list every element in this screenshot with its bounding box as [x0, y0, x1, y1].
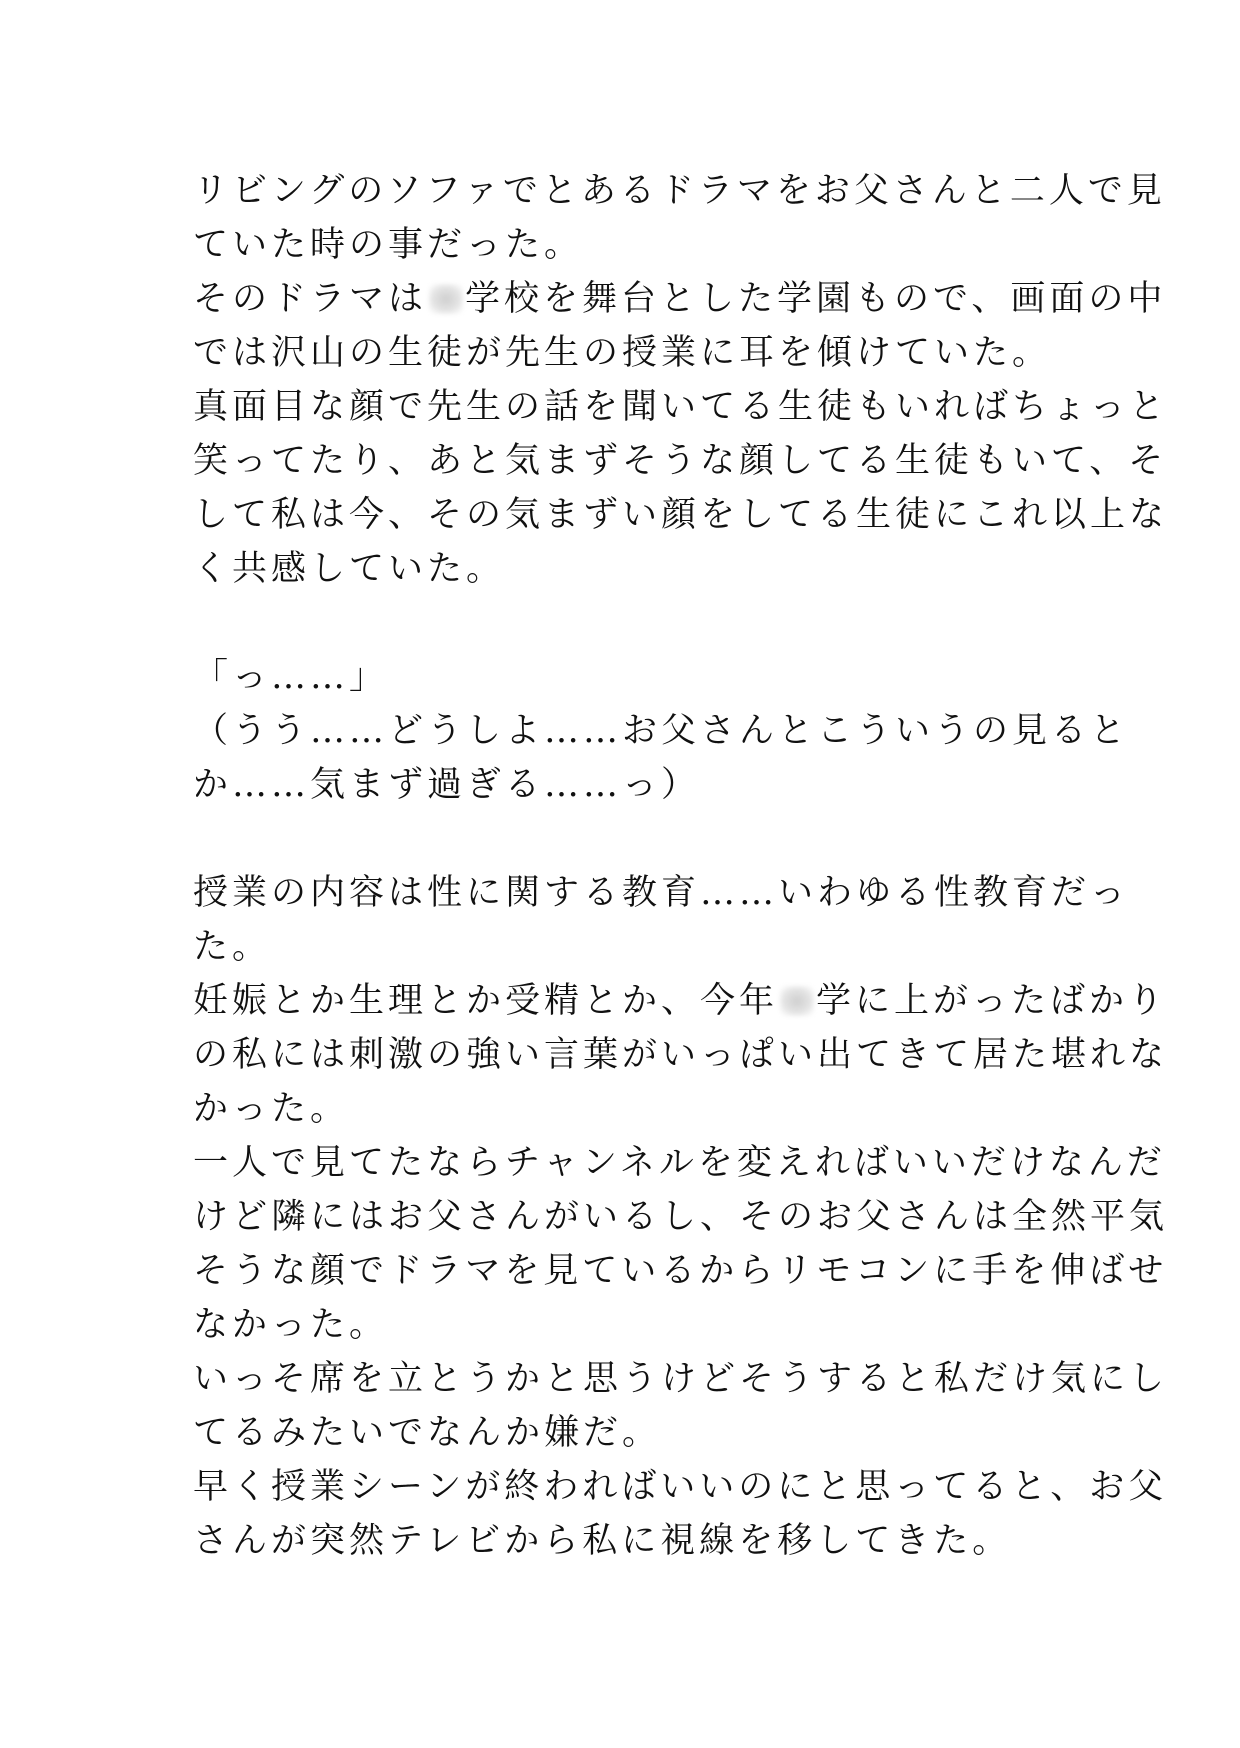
text-line-19: そうな顔でドラマを見ているからリモコンに手を伸ばせ	[193, 1251, 1168, 1291]
text-line-8: く共感していた。	[193, 549, 506, 589]
body-text	[193, 164, 1169, 1568]
text-line-18: けど隣にはお父さんがいるし、そのお父さんは全然平気	[193, 1197, 1169, 1237]
text-line-14	[193, 974, 1168, 1028]
text-line-22: てるみたいでなんか嫌だ。	[193, 1413, 662, 1453]
text-line-5: 真面目な顔で先生の話を聞いてる生徒もいればちょっと	[193, 387, 1169, 427]
text-line-15: の私には刺激の強い言葉がいっぱい出てきて居た堪れな	[193, 1035, 1169, 1075]
text-line-23: 早く授業シーンが終わればいいのにと思ってると、お父	[193, 1467, 1168, 1507]
censor-blur-mark	[780, 986, 814, 1016]
paragraph-gap	[193, 596, 1073, 650]
text-line-14b: 学に上がったばかり	[816, 981, 1168, 1021]
text-line-4: では沢山の生徒が先生の授業に耳を傾けていた。	[193, 333, 1052, 373]
text-line-21: いっそ席を立とうかと思うけどそうすると私だけ気にし	[193, 1359, 1169, 1399]
text-line-3b: 学校を舞台とした学園もので、画面の中	[465, 279, 1167, 319]
text-line-16: かった。	[193, 1089, 350, 1129]
text-line-2: ていた時の事だった。	[193, 225, 584, 265]
text-line-14a: 妊娠とか生理とか受精とか、今年	[193, 981, 779, 1021]
text-line-24: さんが突然テレビから私に視線を移してきた。	[193, 1521, 1012, 1561]
text-line-10: （うう……どうしよ……お父さんとこういうの見ると	[193, 711, 1130, 751]
text-line-12: 授業の内容は性に関する教育……いわゆる性教育だっ	[193, 873, 1130, 913]
censor-blur-mark	[429, 284, 463, 314]
text-line-3a: そのドラマは	[193, 279, 428, 319]
text-line-11: か……気まず過ぎる……っ）	[193, 765, 701, 805]
text-line-17: 一人で見てたならチャンネルを変えればいいだけなんだ	[193, 1143, 1166, 1183]
text-line-1: リビングのソファでとあるドラマをお父さんと二人で見	[193, 171, 1166, 211]
text-line-7: して私は今、その気まずい顔をしてる生徒にこれ以上な	[193, 495, 1169, 535]
paragraph-gap	[193, 812, 1073, 866]
text-line-13: た。	[193, 927, 272, 967]
text-line-3	[193, 272, 1167, 326]
text-line-20: なかった。	[193, 1305, 389, 1345]
text-line-9: 「っ……」	[193, 657, 389, 697]
text-line-6: 笑ってたり、あと気まずそうな顔してる生徒もいて、そ	[193, 441, 1168, 481]
